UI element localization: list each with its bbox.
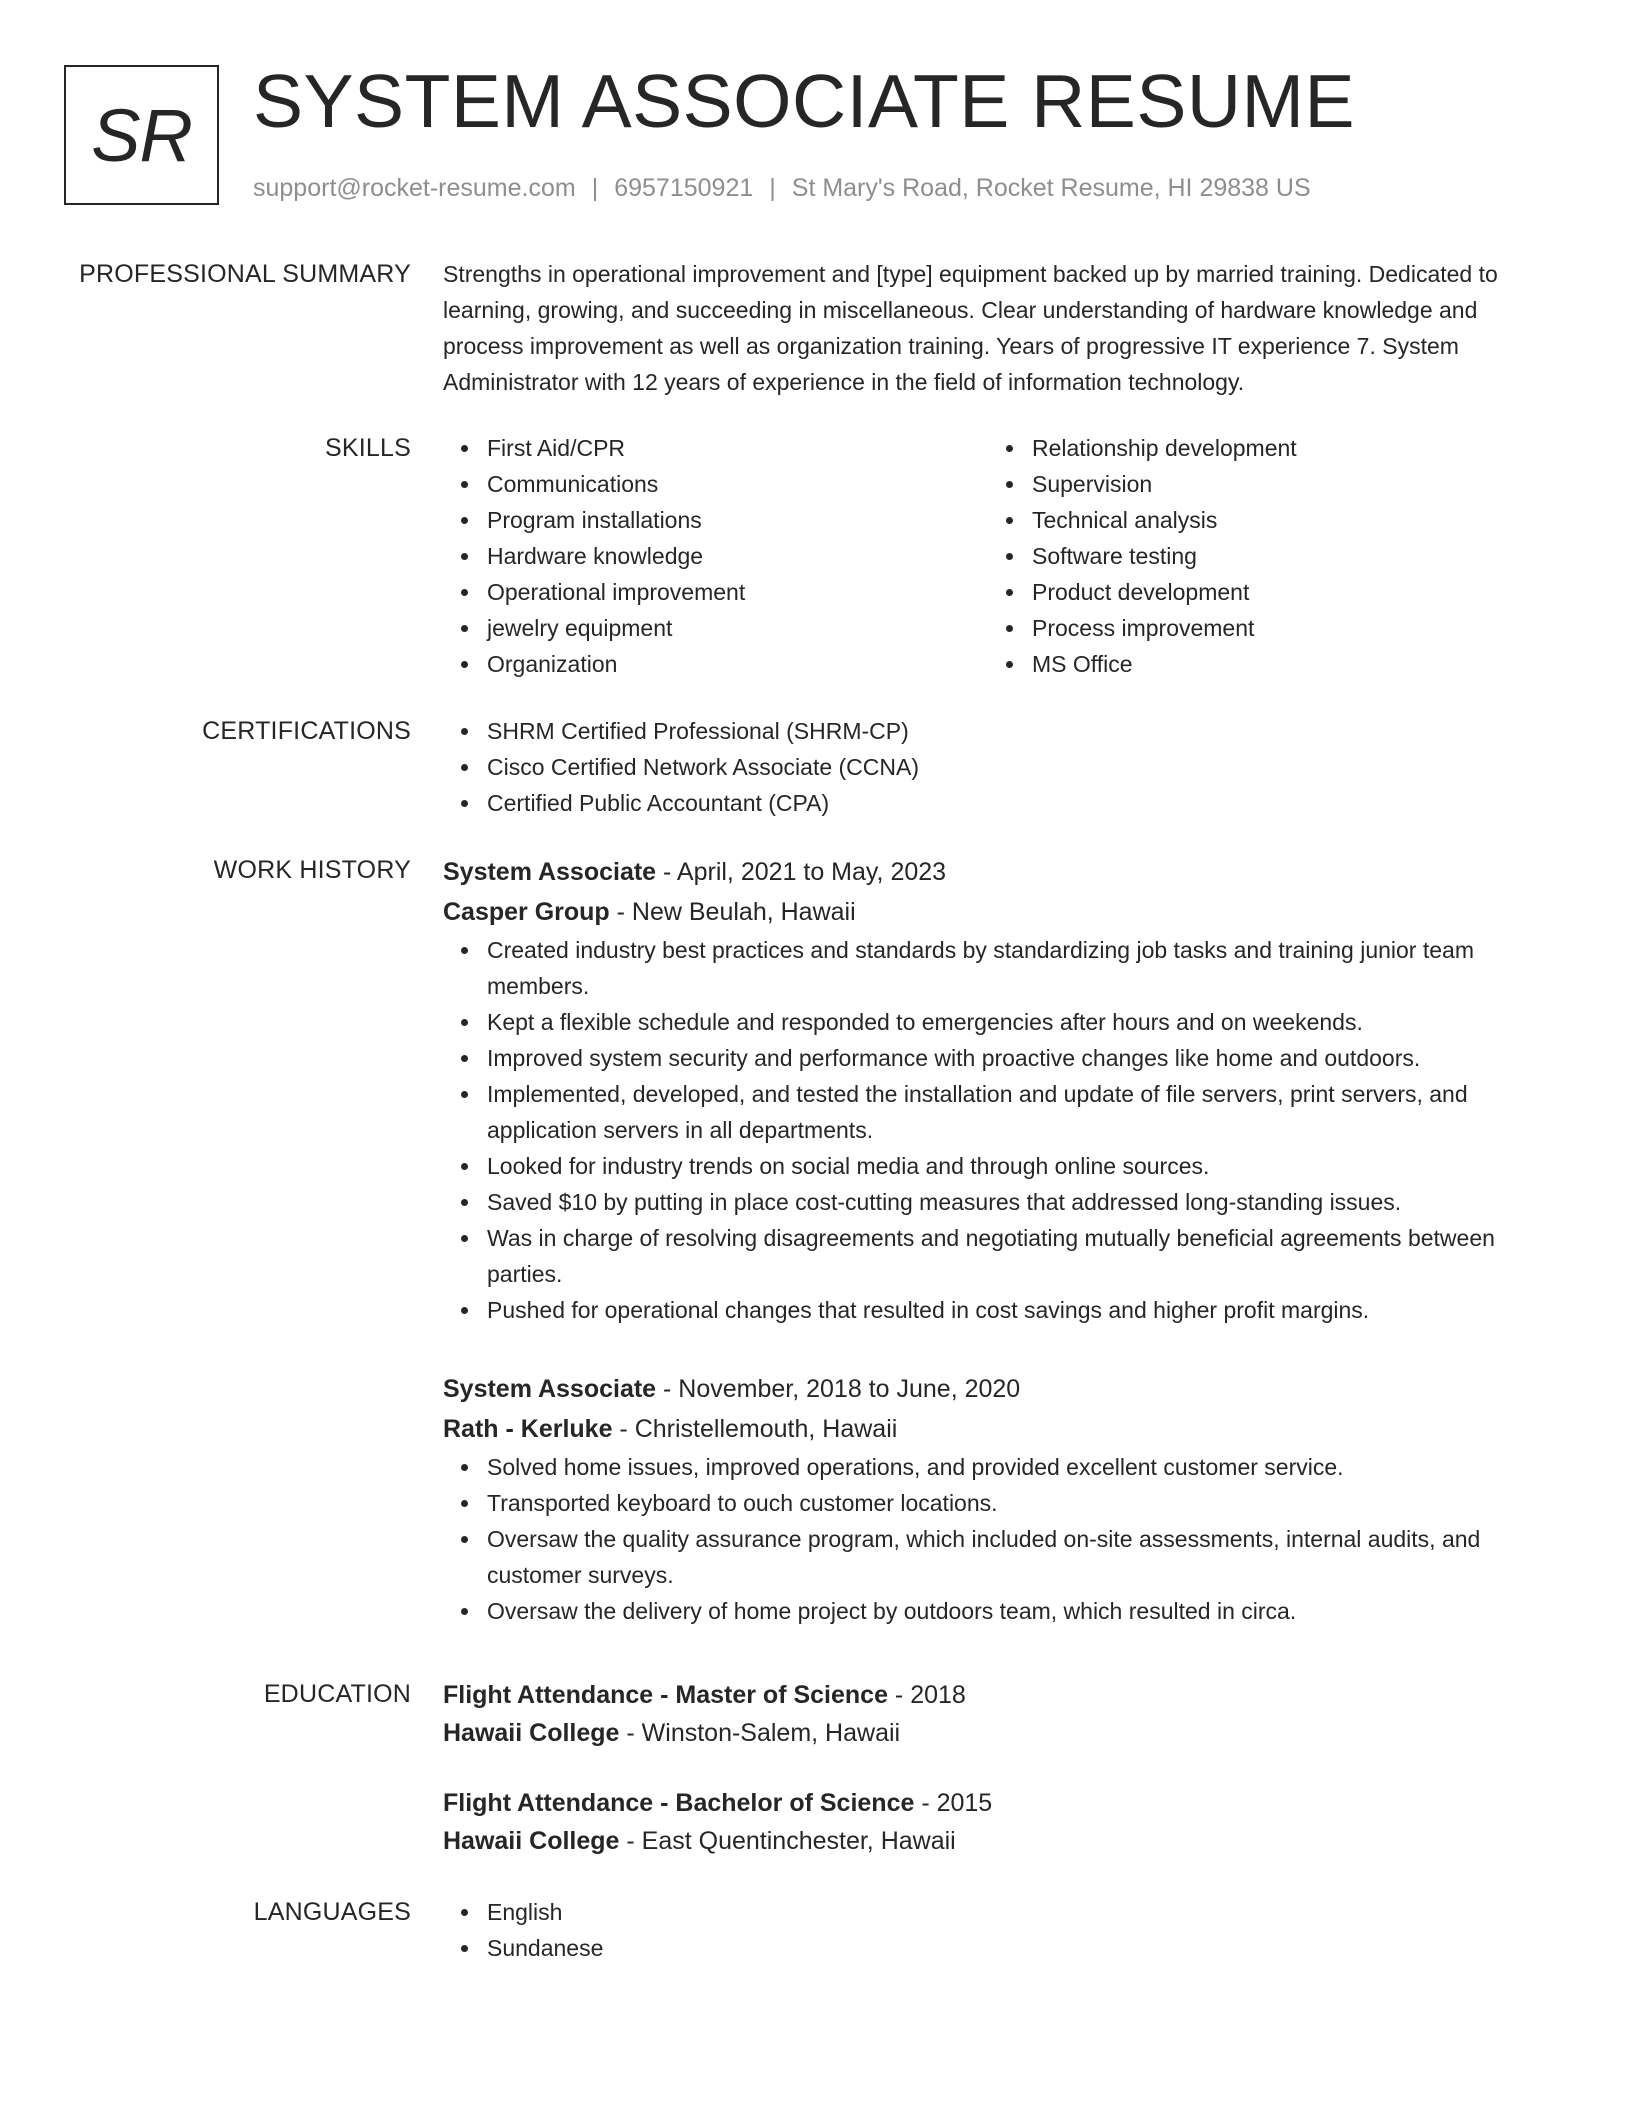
language-item: Sundanese: [443, 1930, 1553, 1966]
job-bullets: [443, 1449, 1553, 1629]
education-degree-line: [443, 1784, 1553, 1822]
education-year: - 2015: [914, 1789, 993, 1817]
resume-title: SYSTEM ASSOCIATE RESUME: [253, 59, 1356, 143]
certification-item: SHRM Certified Professional (SHRM-CP): [443, 713, 1553, 749]
skill-item: Hardware knowledge: [443, 538, 988, 574]
skill-item: Technical analysis: [988, 502, 1533, 538]
skill-item: Relationship development: [988, 430, 1533, 466]
education-entry: [443, 1676, 1553, 1752]
certification-item: Certified Public Accountant (CPA): [443, 785, 1553, 821]
section-label-certifications: CERTIFICATIONS: [202, 717, 411, 745]
job-bullet: Oversaw the quality assurance program, which included on-site assessments, internal audits, and customer surveys.: [443, 1521, 1553, 1593]
skill-item: Operational improvement: [443, 574, 988, 610]
job-company: Casper Group: [443, 898, 610, 926]
job-company-line: [443, 1409, 1553, 1449]
education-entry: [443, 1784, 1553, 1860]
job-bullet: Pushed for operational changes that resulted in cost savings and higher profit margins.: [443, 1292, 1553, 1328]
skill-item: Program installations: [443, 502, 988, 538]
job-entry: [443, 1369, 1553, 1629]
job-location: - Christellemouth, Hawaii: [612, 1415, 898, 1443]
education-school: Hawaii College: [443, 1719, 620, 1747]
work-body: [443, 852, 1553, 1328]
languages-body: [443, 1894, 1553, 1966]
education-school-line: [443, 1714, 1553, 1752]
job-entry: [443, 852, 1553, 1328]
education-school-line: [443, 1822, 1553, 1860]
education-year: - 2018: [887, 1681, 966, 1709]
education-location: - East Quentinchester, Hawaii: [619, 1827, 956, 1855]
languages-list: [443, 1894, 1553, 1966]
job-location: - New Beulah, Hawaii: [609, 898, 856, 926]
skill-item: Supervision: [988, 466, 1533, 502]
skill-item: Communications: [443, 466, 988, 502]
job-bullet: Was in charge of resolving disagreements and negotiating mutually beneficial agreements between parties.: [443, 1220, 1553, 1292]
summary-body: [443, 256, 1553, 400]
contact-address: St Mary's Road, Rocket Resume, HI 29838 US: [791, 174, 1311, 202]
job-company: Rath - Kerluke: [443, 1415, 613, 1443]
job-bullet: Solved home issues, improved operations, and provided excellent customer service.: [443, 1449, 1553, 1485]
section-label-work: WORK HISTORY: [213, 856, 411, 884]
job-bullet: Oversaw the delivery of home project by outdoors team, which resulted in circa.: [443, 1593, 1553, 1629]
monogram-logo: SR: [64, 65, 219, 205]
contact-separator: |: [769, 174, 776, 202]
education-degree-line: [443, 1676, 1553, 1714]
skill-item: jewelry equipment: [443, 610, 988, 646]
job-dates: - November, 2018 to June, 2020: [656, 1375, 1021, 1403]
skill-item: Software testing: [988, 538, 1533, 574]
job-bullets: [443, 932, 1553, 1328]
education-degree: Flight Attendance - Master of Science: [443, 1681, 888, 1709]
job-title: System Associate: [443, 1375, 657, 1403]
contact-email: support@rocket-resume.com: [253, 174, 576, 202]
section-label-summary: PROFESSIONAL SUMMARY: [79, 260, 411, 288]
certifications-body: [443, 713, 1553, 821]
skill-item: Process improvement: [988, 610, 1533, 646]
contact-separator: |: [591, 174, 599, 202]
skill-item: First Aid/CPR: [443, 430, 988, 466]
skill-item: Product development: [988, 574, 1533, 610]
job-bullet: Looked for industry trends on social media and through online sources.: [443, 1148, 1553, 1184]
job-bullet: Transported keyboard to ouch customer locations.: [443, 1485, 1553, 1521]
job-bullet: Saved $10 by putting in place cost-cutting measures that addressed long-standing issues.: [443, 1184, 1553, 1220]
skills-grid: [443, 430, 1553, 682]
education-body: [443, 1676, 1553, 1892]
contact-line: [253, 172, 1311, 204]
section-label-education: EDUCATION: [263, 1680, 411, 1708]
certifications-list: [443, 713, 1553, 821]
job-title: System Associate: [443, 858, 657, 886]
section-label-skills: SKILLS: [325, 434, 411, 462]
skills-list-right: [988, 430, 1533, 682]
job-bullet: Improved system security and performance with proactive changes like home and outdoors.: [443, 1040, 1553, 1076]
job-bullet: Kept a flexible schedule and responded to emergencies after hours and on weekends.: [443, 1004, 1553, 1040]
education-school: Hawaii College: [443, 1827, 620, 1855]
contact-phone: 6957150921: [614, 174, 754, 202]
language-item: English: [443, 1894, 1553, 1930]
work-body-2: [443, 1369, 1553, 1629]
education-location: - Winston-Salem, Hawaii: [619, 1719, 901, 1747]
education-degree: Flight Attendance - Bachelor of Science: [443, 1789, 915, 1817]
job-bullet: Implemented, developed, and tested the installation and update of file servers, print servers, and application servers in all departments.: [443, 1076, 1553, 1148]
job-title-line: [443, 1369, 1553, 1409]
job-bullet: Created industry best practices and standards by standardizing job tasks and training junior team members.: [443, 932, 1553, 1004]
certification-item: Cisco Certified Network Associate (CCNA): [443, 749, 1553, 785]
summary-text: Strengths in operational improvement and [type] equipment backed up by married training. Dedicated to learning, growing, and succeeding in miscellaneous. Clear understanding of hardware knowledge and process improvement as well as organization training. Years of progressive IT experience 7. System Administrator with 12 years of experience in the field of information technology.: [443, 261, 1498, 395]
skills-list-left: [443, 430, 988, 682]
job-title-line: [443, 852, 1553, 892]
job-company-line: [443, 892, 1553, 932]
job-dates: - April, 2021 to May, 2023: [656, 858, 947, 886]
section-label-languages: LANGUAGES: [253, 1898, 411, 1926]
skill-item: Organization: [443, 646, 988, 682]
skill-item: MS Office: [988, 646, 1533, 682]
